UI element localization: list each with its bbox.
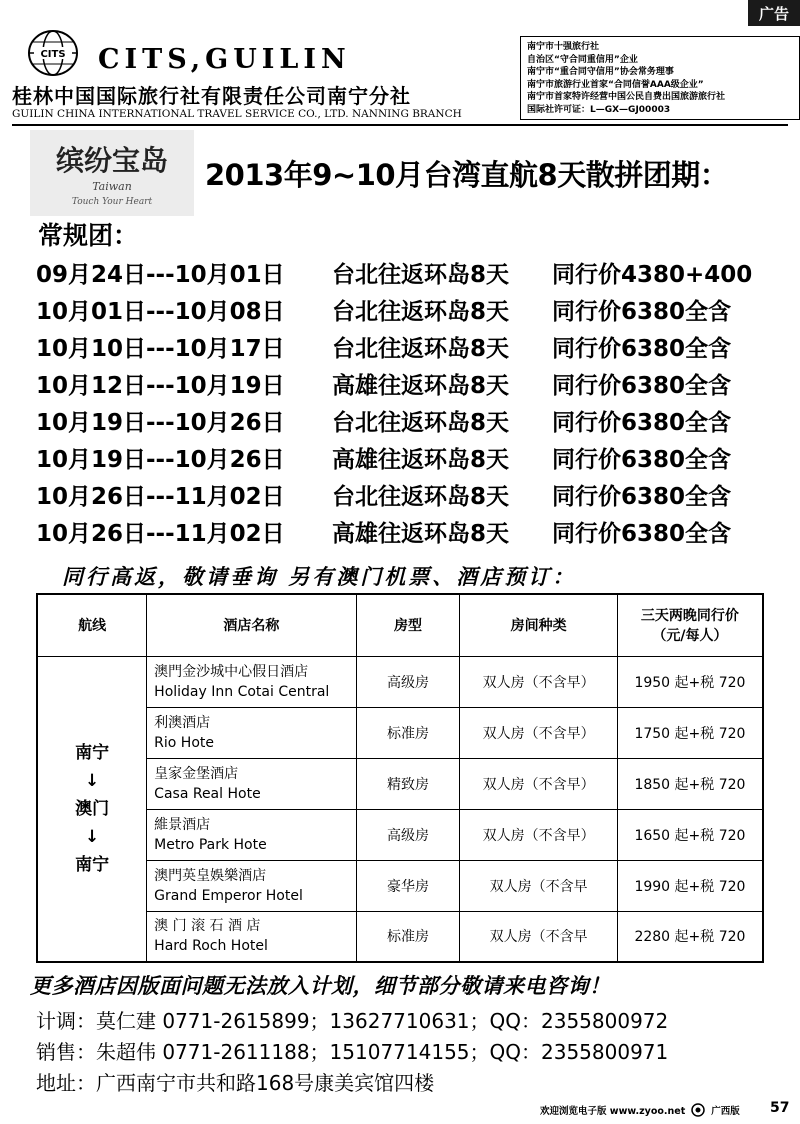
tour-row (36, 439, 752, 476)
edition-badge-icon (691, 1103, 705, 1117)
footer-note: 更多酒店因版面问题无法放入计划，细节部分敬请来电咨询！ (30, 974, 611, 998)
tour-route: 台北往返环岛8天 (332, 410, 510, 436)
header (12, 26, 792, 122)
hotel-name-cell (147, 860, 356, 911)
credential-line: 自治区“守合同重信用”企业 (527, 54, 638, 65)
room-kind-cell: 双人房（不含早） (460, 656, 618, 707)
tour-date: 10月10日---10月17日 (36, 336, 285, 362)
section-label: 常规团： (38, 221, 139, 250)
tour-route: 高雄往返环岛8天 (332, 447, 510, 473)
contact-sales: 销售：朱超伟 0771-2611188；15107714155；QQ：2355800971 (36, 1040, 669, 1064)
credential-line: 国际社许可证：L—GX—GJ00003 (527, 104, 671, 115)
hotel-name-en: Grand Emperor Hotel (154, 887, 303, 904)
hotel-name-en: Metro Park Hote (154, 836, 267, 853)
contact-block (36, 1006, 668, 1099)
tour-row (36, 513, 752, 550)
room-type-cell: 豪华房 (356, 860, 460, 911)
credential-line: 南宁市“重合同守信用”协会常务理事 (527, 67, 674, 78)
hotel-name-en: Hard Roch Hotel (154, 938, 268, 955)
tour-date: 10月26日---11月02日 (36, 484, 285, 510)
tour-row (36, 365, 752, 402)
credential-line: 南宁市首家特许经营中国公民自费出国旅游旅行社 (527, 92, 726, 103)
tour-price: 同行价6380全含 (552, 336, 732, 362)
tour-date: 10月19日---10月26日 (36, 410, 285, 436)
hotel-name-cn: 利澳酒店 (154, 714, 211, 731)
hotel-name-cell (147, 809, 356, 860)
tour-row (36, 402, 752, 439)
tour-price: 同行价6380全含 (552, 410, 732, 436)
route-return: 南宁 (75, 854, 110, 875)
hotel-name-cn: 澳 门 滚 石 酒 店 (154, 918, 261, 935)
contact-address: 地址：广西南宁市共和路168号康美宾馆四楼 (36, 1071, 435, 1095)
table-row (37, 860, 763, 911)
tour-price: 同行价4380+400 (552, 262, 753, 288)
tour-route: 台北往返环岛8天 (332, 336, 510, 362)
tour-route: 高雄往返环岛8天 (332, 373, 510, 399)
credentials-box (520, 36, 800, 120)
room-type-cell: 标准房 (356, 911, 460, 962)
header-room-kind: 房间种类 (460, 594, 618, 656)
route-cell (37, 656, 147, 962)
tour-row (36, 476, 752, 513)
tour-price: 同行价6380全含 (552, 447, 732, 473)
header-price-line2: （元/每人） (652, 628, 728, 645)
header-price-line1: 三天两晚同行价 (640, 608, 739, 625)
hotel-name-en: Rio Hote (154, 734, 214, 751)
hotel-name-cn: 維景酒店 (154, 816, 211, 833)
tour-price: 同行价6380全含 (552, 484, 732, 510)
price-cell: 1850 起+税 720 (617, 758, 763, 809)
cits-globe-logo-icon (24, 28, 82, 82)
route-destination: 澳门 (75, 798, 110, 819)
page-number: 57 (770, 1100, 790, 1116)
tour-route: 台北往返环岛8天 (332, 299, 510, 325)
hotel-name-cell (147, 707, 356, 758)
table-row (37, 758, 763, 809)
hotel-name-en: Casa Real Hote (154, 785, 261, 802)
tour-list (36, 254, 752, 550)
brand-logo-en: Taiwan (92, 180, 132, 193)
header-price (617, 594, 763, 656)
bottom-bar (540, 1103, 740, 1117)
hotel-name-cell (147, 911, 356, 962)
room-kind-cell: 双人房（不含早） (460, 758, 618, 809)
company-name-cn: 桂林中国国际旅行社有限责任公司南宁分社 (12, 84, 411, 108)
room-type-cell: 标准房 (356, 707, 460, 758)
brand-name: CITS,GUILIN (98, 44, 351, 75)
page-title: 2013年9~10月台湾直航8天散拼团期： (205, 158, 729, 192)
hotel-name-en: Holiday Inn Cotai Central (154, 683, 330, 700)
tour-price: 同行价6380全含 (552, 299, 732, 325)
brand-logo-slogan: Touch Your Heart (71, 197, 153, 207)
tour-route: 台北往返环岛8天 (332, 262, 510, 288)
tour-route: 高雄往返环岛8天 (332, 521, 510, 547)
price-cell: 1750 起+税 720 (617, 707, 763, 758)
header-room-type: 房型 (356, 594, 460, 656)
brand-logo-cn: 缤纷宝岛 (55, 144, 169, 177)
room-kind-cell: 双人房（不含早 (460, 860, 618, 911)
credential-line: 南宁市十强旅行社 (527, 42, 600, 52)
notice-text: 同行高返，敬请垂询 另有澳门机票、酒店预订： (62, 564, 577, 589)
divider (12, 124, 788, 126)
tour-route: 台北往返环岛8天 (332, 484, 510, 510)
tour-date: 09月24日---10月01日 (36, 262, 285, 288)
price-cell: 1950 起+税 720 (617, 656, 763, 707)
price-cell: 1650 起+税 720 (617, 809, 763, 860)
route-arrow-icon: ↓ (84, 770, 100, 791)
edition-label: 广西版 (711, 1106, 740, 1117)
hotel-name-cn: 澳門金沙城中心假日酒店 (154, 663, 309, 680)
tour-row (36, 328, 752, 365)
hotel-name-cell (147, 758, 356, 809)
tour-date: 10月26日---11月02日 (36, 521, 285, 547)
header-route: 航线 (37, 594, 147, 656)
table-row (37, 707, 763, 758)
tour-price: 同行价6380全含 (552, 521, 732, 547)
tour-row (36, 254, 752, 291)
tour-date: 10月12日---10月19日 (36, 373, 285, 399)
tour-date: 10月01日---10月08日 (36, 299, 285, 325)
room-kind-cell: 双人房（不含早） (460, 809, 618, 860)
route-origin: 南宁 (75, 742, 110, 763)
logo-text: CITS (40, 49, 66, 60)
hotel-name-cell (147, 656, 356, 707)
tour-row (36, 291, 752, 328)
room-type-cell: 高级房 (356, 656, 460, 707)
room-kind-cell: 双人房（不含早 (460, 911, 618, 962)
header-hotel: 酒店名称 (147, 594, 356, 656)
company-name-en: GUILIN CHINA INTERNATIONAL TRAVEL SERVICE CO., LTD. NANNING BRANCH (12, 108, 462, 120)
route-arrow-icon: ↓ (84, 826, 100, 847)
macau-hotel-table (36, 593, 764, 963)
tour-date: 10月19日---10月26日 (36, 447, 285, 473)
ad-tag: 广告 (748, 0, 800, 26)
room-kind-cell: 双人房（不含早） (460, 707, 618, 758)
table-row (37, 656, 763, 707)
price-cell: 2280 起+税 720 (617, 911, 763, 962)
hotel-name-cn: 澳門英皇娛樂酒店 (154, 867, 267, 884)
table-header-row (37, 594, 763, 656)
room-type-cell: 精致房 (356, 758, 460, 809)
browse-text: 欢迎浏览电子版 www.zyoo.net (540, 1106, 686, 1117)
credential-line: 南宁市旅游行业首家“合同信誉AAA级企业” (527, 79, 704, 90)
taiwan-brand-logo (30, 130, 194, 216)
tour-price: 同行价6380全含 (552, 373, 732, 399)
table-row (37, 809, 763, 860)
table-row (37, 911, 763, 962)
contact-planner: 计调：莫仁建 0771-2615899；13627710631；QQ：2355800972 (36, 1009, 669, 1033)
hotel-name-cn: 皇家金堡酒店 (154, 765, 239, 782)
price-cell: 1990 起+税 720 (617, 860, 763, 911)
room-type-cell: 高级房 (356, 809, 460, 860)
